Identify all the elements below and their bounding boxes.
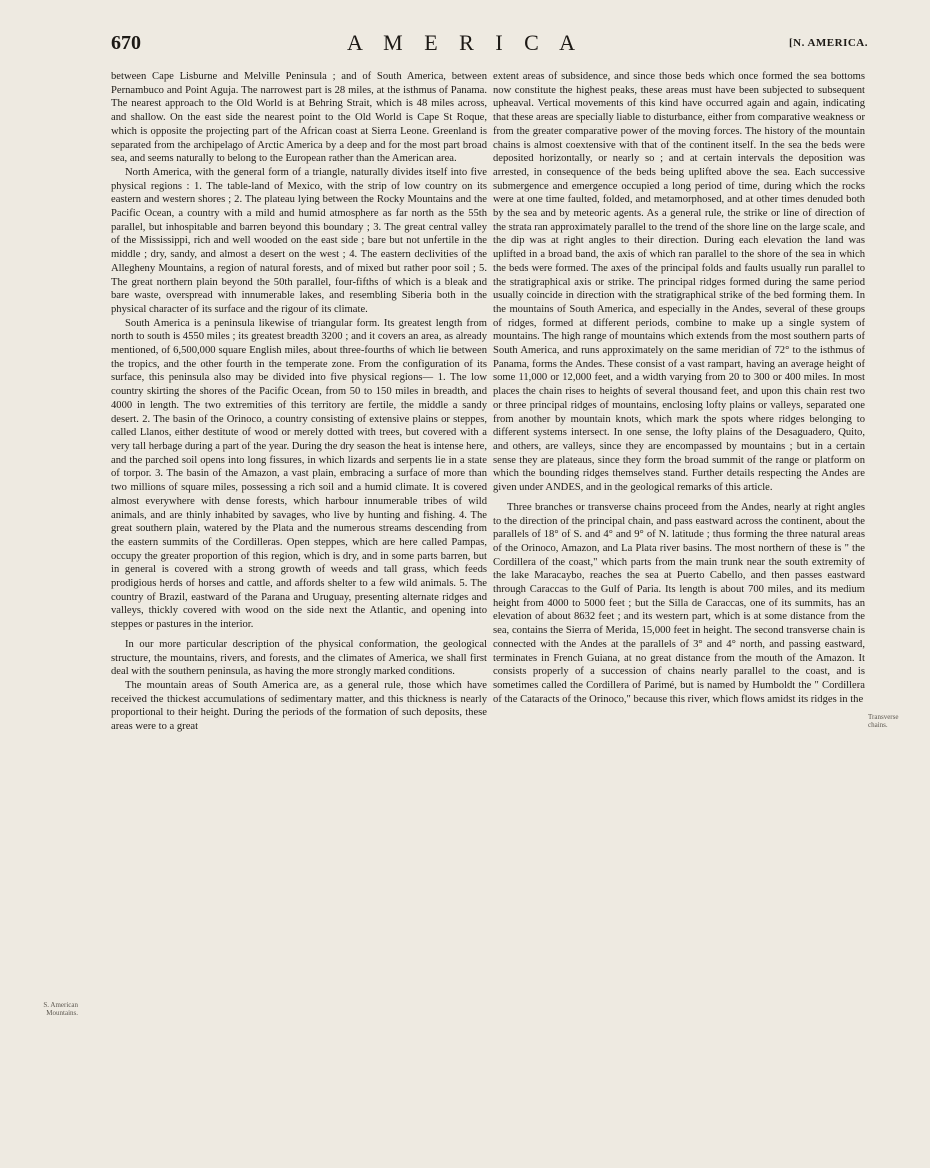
paragraph: extent areas of subsidence, and since those beds which once formed the sea bottoms now constitute the highest peaks, these areas must have been subjected to subsequent upheaval. Vertical movements of this kind have occurred again and again, indicating that these areas are specially liable to disturbance, either from comparative weakness or from the greater comparative power of the moving forces. The history of the mountain chains is almost coextensive with that of the continent itself. In the sea the beds were deposited horizontally, or nearly so ; and at certain intervals the deposition was arrested, in consequence of the beds being uplifted above the sea. Each successive submergence and emergence occupied a long period of time, during which the rocks were at one time faulted, folded, and metamorphosed, and at other times denuded both by the sea and by meteoric agents. As a general rule, the strike or line of direction of the strata ran approximately parallel to the trend of the shore line on the large scale, and the dip was at right angles to their direction. During each elevation the land was uplifted in a broad band, the axis of which ran parallel to the shore of the sea in which the beds were formed. The axes of the principal folds and faults usually run parallel to the stratigraphical axis or strike. The principal ridges formed during the same period usually coincide in direction with the stratigraphical strike of the bed forming them. In the mountains of South America, and especially in the Andes, several of these groups of ridges, formed at different periods, combine to make up a single system of mountains. The high range of mountains which extends from the most southern parts of South America, and runs approximately on the same meridian of 72° to the isthmus of Panama, forms the Andes. These consist of a vast rampart, having an average height of some 11,000 or 12,000 feet, and a width varying from 20 to 300 or 400 miles. In most places the chain rises to heights of several thousand feet, and upon this chain rest two or three principal ridges of mountains, enclosing lofty plains or valleys, separated one from another by mountain knots, which mark the spots where ridges belonging to different systems intersect. In one sense, the lofty plains of the Desaguadero, Quito, and others, are valleys, since they are encompassed by mountains ; but in a certain sense they are plateaus, since they form the broad summit of the range or platform on which the bounding ridges themselves stand. Further details respecting the Andes are given under ANDES, and in the geological remarks of this article. [493,71,865,494]
right-column [493,70,865,1145]
paragraph: Three branches or transverse chains proceed from the Andes, nearly at right angles to the direction of the principal chain, and pass eastward across the continent, about the parallels of 18° of S. and 4° and 9° of N. latitude ; thus forming the three natural areas of the Orinoco, Amazon, and La Plata river basins. The most northern of these is " the Cordillera of the coast," which parts from the main trunk near the south extremity of the lake Maracaybo, reaches the sea at Puerto Cabello, and then passes eastward through Caraccas to the Gulf of Paria. Its length is about 700 miles, and its medium height from 4000 to 5000 feet ; but the Silla de Caraccas, one of its summits, has an elevation of about 8632 feet ; and its western part, which is at some distance from the sea, contains the Sierra of Merida, 15,000 feet in height. The second transverse chain is connected with the Andes at the parallels of 3° and 4° north, and passing eastward, terminates in French Guiana, at no great distance from the mouth of the Amazon. It consists properly of a succession of chains nearly parallel to the coast, and is sometimes called the Cordillera of Parimé, but is named by Humboldt the " Cordillera of the Cataracts of the Orinoco," because this river, which flows amidst its ridges in the [493,501,865,705]
margin-note-transverse-chains [868,713,928,729]
margin-note-line: Transverse [868,713,899,721]
margin-note-line: chains. [868,721,888,729]
paragraph: South America is a peninsula likewise of triangular form. Its greatest length from north to south is 4550 miles ; its greatest breadth 3200 ; and it covers an area, as already mentioned, of 6,500,000 square English miles, about three-fourths of which lie between the tropics, and the other fourth in the temperate zone. From the configuration of its surface, this peninsula also may be divided into five physical regions— 1. The low country skirting the shores of the Pacific Ocean, from 50 to 150 miles in breadth, and 4000 in length. The two extremities of this territory are fertile, the middle a sandy desert. 2. The basin of the Orinoco, a country consisting of extensive plains or steppes, called Llanos, either destitute of wood or merely dotted with trees, but covered with a very tall herbage during a part of the year. During the dry season the heat is intense here, and the parched soil opens into long fissures, in which lizards and serpents lie in a state of torpor. 3. The basin of the Amazon, a vast plain, embracing a surface of more than two millions of square miles, possessing a rich soil and a humid climate. It is covered almost everywhere with dense forests, which harbour innumerable tribes of wild animals, and are thinly inhabited by savages, who live by hunting and fishing. 4. The great southern plain, watered by the Plata and the numerous streams descending from the eastern summits of the Cordilleras. Open steppes, which are here called Pampas, occupy the greater proportion of this region, which is dry, and in some parts barren, but in general is covered with a strong growth of weeds and tall grass, which feeds prodigious herds of horses and cattle, and affords shelter to a few wild animals. 5. The country of Brazil, eastward of the Parana and Uruguay, presenting alternate ridges and valleys, thickly covered with wood on the side next the Atlantic, and opening into steppes or pastures in the interior. [111,317,487,631]
paragraph: between Cape Lisburne and Melville Peninsula ; and of South America, between Pernambuco and Point Aguja. The narrowest part is 28 miles, at the isthmus of Panama. The nearest approach to the Old World is at Behring Strait, which is 48 miles across, and shallow. On the east side the nearest point to the Old World is Cape St Roque, which is opposite the projecting part of the African coast at Sierra Leone. Greenland is separated from the archipelago of Arctic America by a deep and for the most part broad sea, and seems naturally to belong to the European rather than the American area. [111,71,487,165]
margin-note-mountains: S. American Mountains. [43,1001,78,1017]
paragraph: North America, with the general form of a triangle, naturally divides itself into five physical regions : 1. The table-land of Mexico, with the strip of low country on its eastern and western shores ; 2. The plateau lying between the Rocky Mountains and the Pacific Ocean, a country with a mild and humid atmosphere as far north as the 55th parallel, but inhospitable and barren beyond this boundary ; 3. The great central valley of the Mississippi, rich and well wooded on the east side ; bare but not unfertile in the middle ; dry, sandy, and almost a desert on the west ; 4. The eastern declivities of the Allegheny Mountains, a region of natural forests, and of mixed but rather poor soil ; 5. The great northern plain beyond the 50th parallel, four-fifths of which is a bleak and bare waste, overspread with innumerable lakes, and resembling Siberia both in the physical character of its surface and the rigour of its climate. [111,166,487,315]
page-number: 670 [111,32,141,54]
left-column [111,70,487,1145]
running-head: [N. AMERICA. [788,37,868,49]
paragraph: The mountain areas of South America are, as a general rule, those which have received the thickest accumulations of sedimentary matter, and this thickness is nearly proportional to their height. During the periods of the formation of such deposits, these areas were to a great [111,679,487,733]
page-title: A M E R I C A [346,30,584,55]
paragraph: In our more particular description of the physical conformation, the geological structure, the mountains, rivers, and forests, and the climates of America, we shall first deal with the southern peninsula, as having the more strongly marked conditions. [111,638,487,678]
